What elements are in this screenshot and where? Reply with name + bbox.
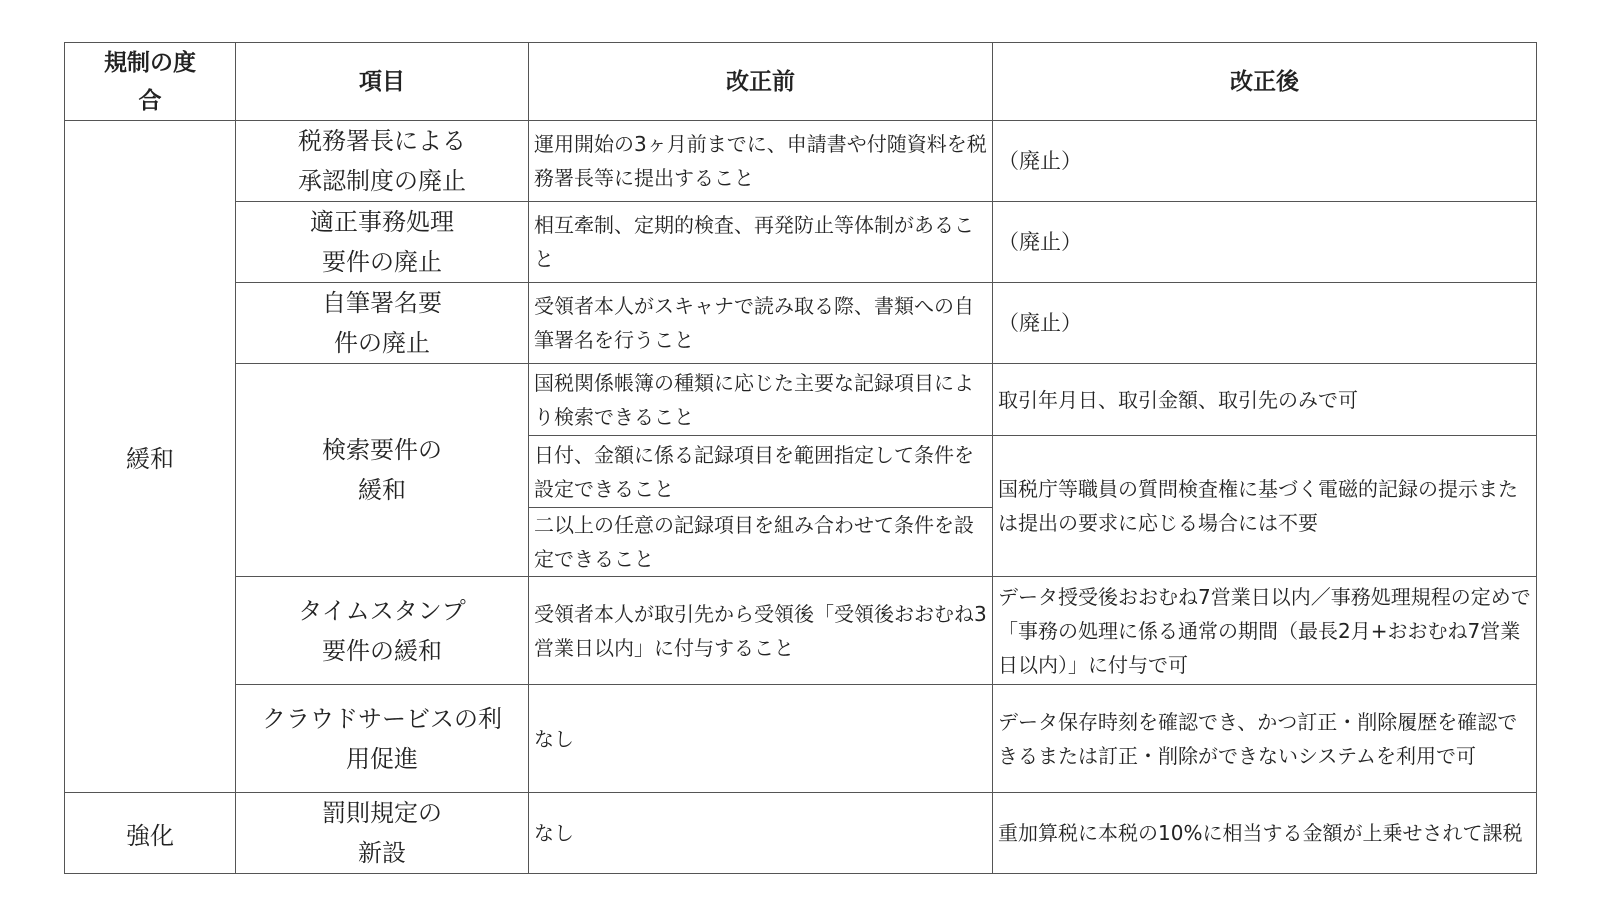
category-strengthen: 強化 xyxy=(65,793,236,874)
after-cell: 国税庁等職員の質問検査権に基づく電磁的記録の提示または提出の要求に応じる場合には不要 xyxy=(993,436,1537,577)
before-cell: 国税関係帳簿の種類に応じた主要な記録項目により検索できること xyxy=(529,364,993,436)
before-cell: 日付、金額に係る記録項目を範囲指定して条件を設定できること xyxy=(529,436,993,508)
before-cell: 受領者本人がスキャナで読み取る際、書類への自筆署名を行うこと xyxy=(529,283,993,364)
after-cell: 重加算税に本税の10%に相当する金額が上乗せされて課税 xyxy=(993,793,1537,874)
item-cell: タイムスタンプ要件の緩和 xyxy=(236,577,529,685)
after-cell: データ授受後おおむね7営業日以内／事務処理規程の定めで「事務の処理に係る通常の期間（最長2月+おおむね7営業日以内）」に付与で可 xyxy=(993,577,1537,685)
after-cell: 取引年月日、取引金額、取引先のみで可 xyxy=(993,364,1537,436)
table-row xyxy=(65,364,1537,436)
regulation-table xyxy=(64,42,1537,874)
header-row xyxy=(65,43,1537,121)
item-cell: 罰則規定の新設 xyxy=(236,793,529,874)
after-cell: （廃止） xyxy=(993,283,1537,364)
before-cell: 二以上の任意の記録項目を組み合わせて条件を設定できること xyxy=(529,508,993,577)
after-cell: （廃止） xyxy=(993,202,1537,283)
item-cell: 適正事務処理要件の廃止 xyxy=(236,202,529,283)
before-cell: なし xyxy=(529,793,993,874)
item-cell: クラウドサービスの利用促進 xyxy=(236,685,529,793)
header-before: 改正前 xyxy=(529,43,993,121)
table-row xyxy=(65,577,1537,685)
table-row xyxy=(65,121,1537,202)
item-cell: 税務署長による承認制度の廃止 xyxy=(236,121,529,202)
before-cell: 受領者本人が取引先から受領後「受領後おおむね3営業日以内」に付与すること xyxy=(529,577,993,685)
header-after: 改正後 xyxy=(993,43,1537,121)
table-row xyxy=(65,202,1537,283)
before-cell: 運用開始の3ヶ月前までに、申請書や付随資料を税務署長等に提出すること xyxy=(529,121,993,202)
category-relax: 緩和 xyxy=(65,121,236,793)
before-cell: なし xyxy=(529,685,993,793)
after-cell: データ保存時刻を確認でき、かつ訂正・削除履歴を確認できるまたは訂正・削除ができないシステムを利用で可 xyxy=(993,685,1537,793)
before-cell: 相互牽制、定期的検査、再発防止等体制があること xyxy=(529,202,993,283)
header-item: 項目 xyxy=(236,43,529,121)
item-cell: 自筆署名要件の廃止 xyxy=(236,283,529,364)
item-cell: 検索要件の緩和 xyxy=(236,364,529,577)
table-row xyxy=(65,685,1537,793)
table-row xyxy=(65,793,1537,874)
header-degree: 規制の度合 xyxy=(65,43,236,121)
table-row xyxy=(65,283,1537,364)
after-cell: （廃止） xyxy=(993,121,1537,202)
